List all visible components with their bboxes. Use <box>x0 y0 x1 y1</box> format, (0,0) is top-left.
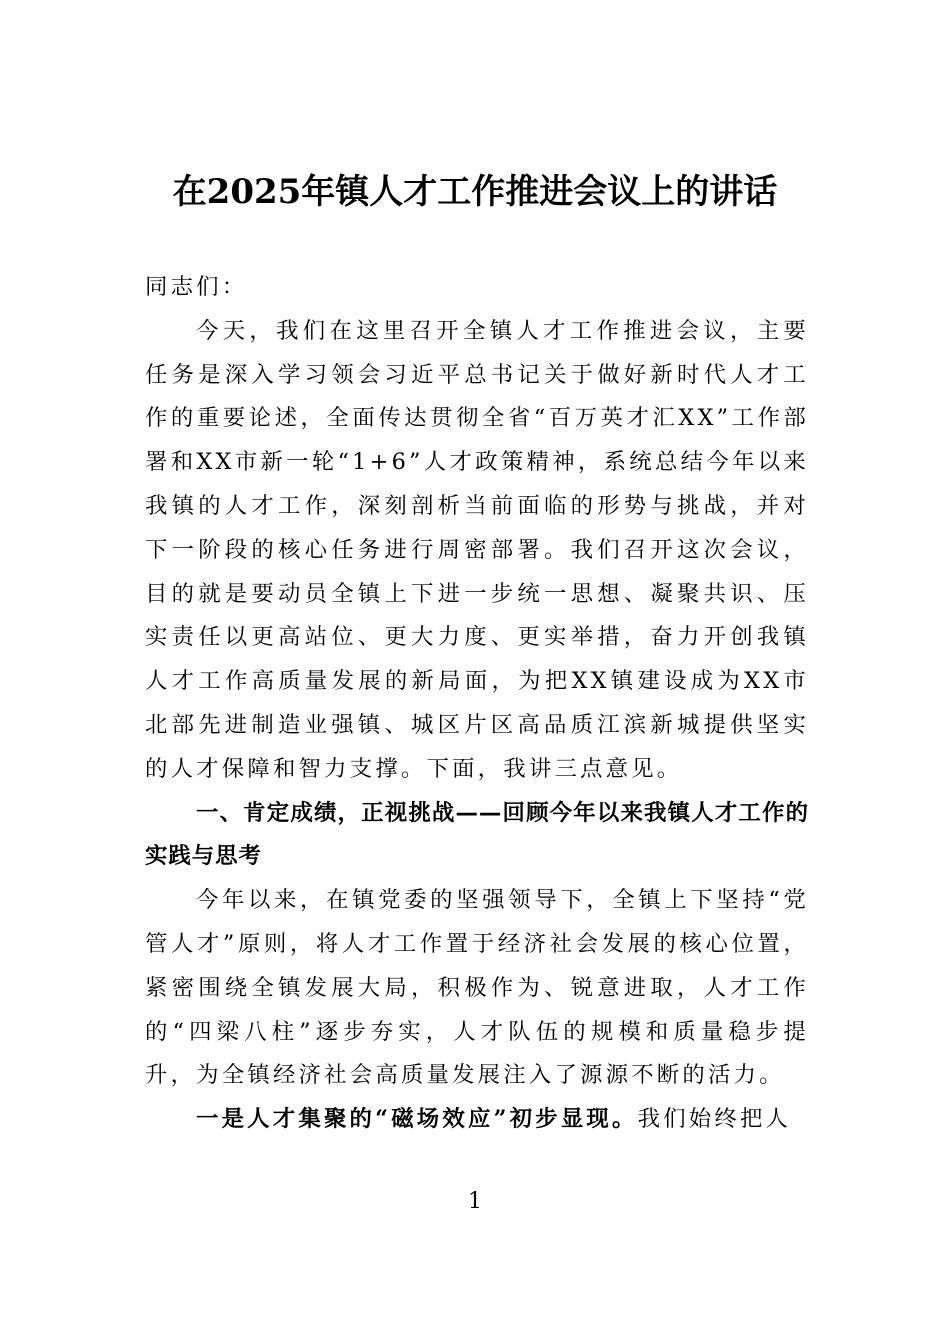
page-number: 1 <box>468 1189 482 1214</box>
section-paragraph-1: 今年以来，在镇党委的坚强领导下，全镇上下坚持“党管人才”原则，将人才工作置于经济社会发展的核心位置，紧密围绕全镇发展大局，积极作为、锐意进取，人才工作的“四梁八柱”逐步夯实，人才队伍的规模和质量稳步提升，为全镇经济社会高质量发展注入了源源不断的活力。 <box>145 887 809 1089</box>
salutation: 同志们： <box>145 274 248 300</box>
intro-paragraph: 今天，我们在这里召开全镇人才工作推进会议，主要任务是深入学习领会习近平总书记关于做好新时代人才工作的重要论述，全面传达贯彻全省“百万英才汇XX”工作部署和XX市新一轮“1+6”人才政策精神，系统总结今年以来我镇的人才工作，深刻剖析当前面临的形势与挑战，并对下一阶段的核心任务进行周密部署。我们召开这次会议，目的就是要动员全镇上下进一步统一思想、凝聚共识、压实责任以更高站位、更大力度、更实举措，奋力开创我镇人才工作高质量发展的新局面，为把XX镇建设成为XX市北部先进制造业强镇、城区片区高品质江滨新城提供坚实的人才保障和智力支撑。下面，我讲三点意见。 <box>145 317 809 782</box>
point-1-lead: 一是人才集聚的“磁场效应”初步显现。 <box>196 1106 638 1133</box>
document-title: 在2025年镇人才工作推进会议上的讲话 <box>172 172 778 212</box>
point-1-paragraph <box>145 1098 809 1142</box>
document-body <box>145 266 809 1142</box>
section-heading-1: 一、肯定成绩，正视挑战——回顾今年以来我镇人才工作的实践与思考 <box>145 799 809 870</box>
point-1-text: 我们始终把人 <box>637 1106 792 1133</box>
